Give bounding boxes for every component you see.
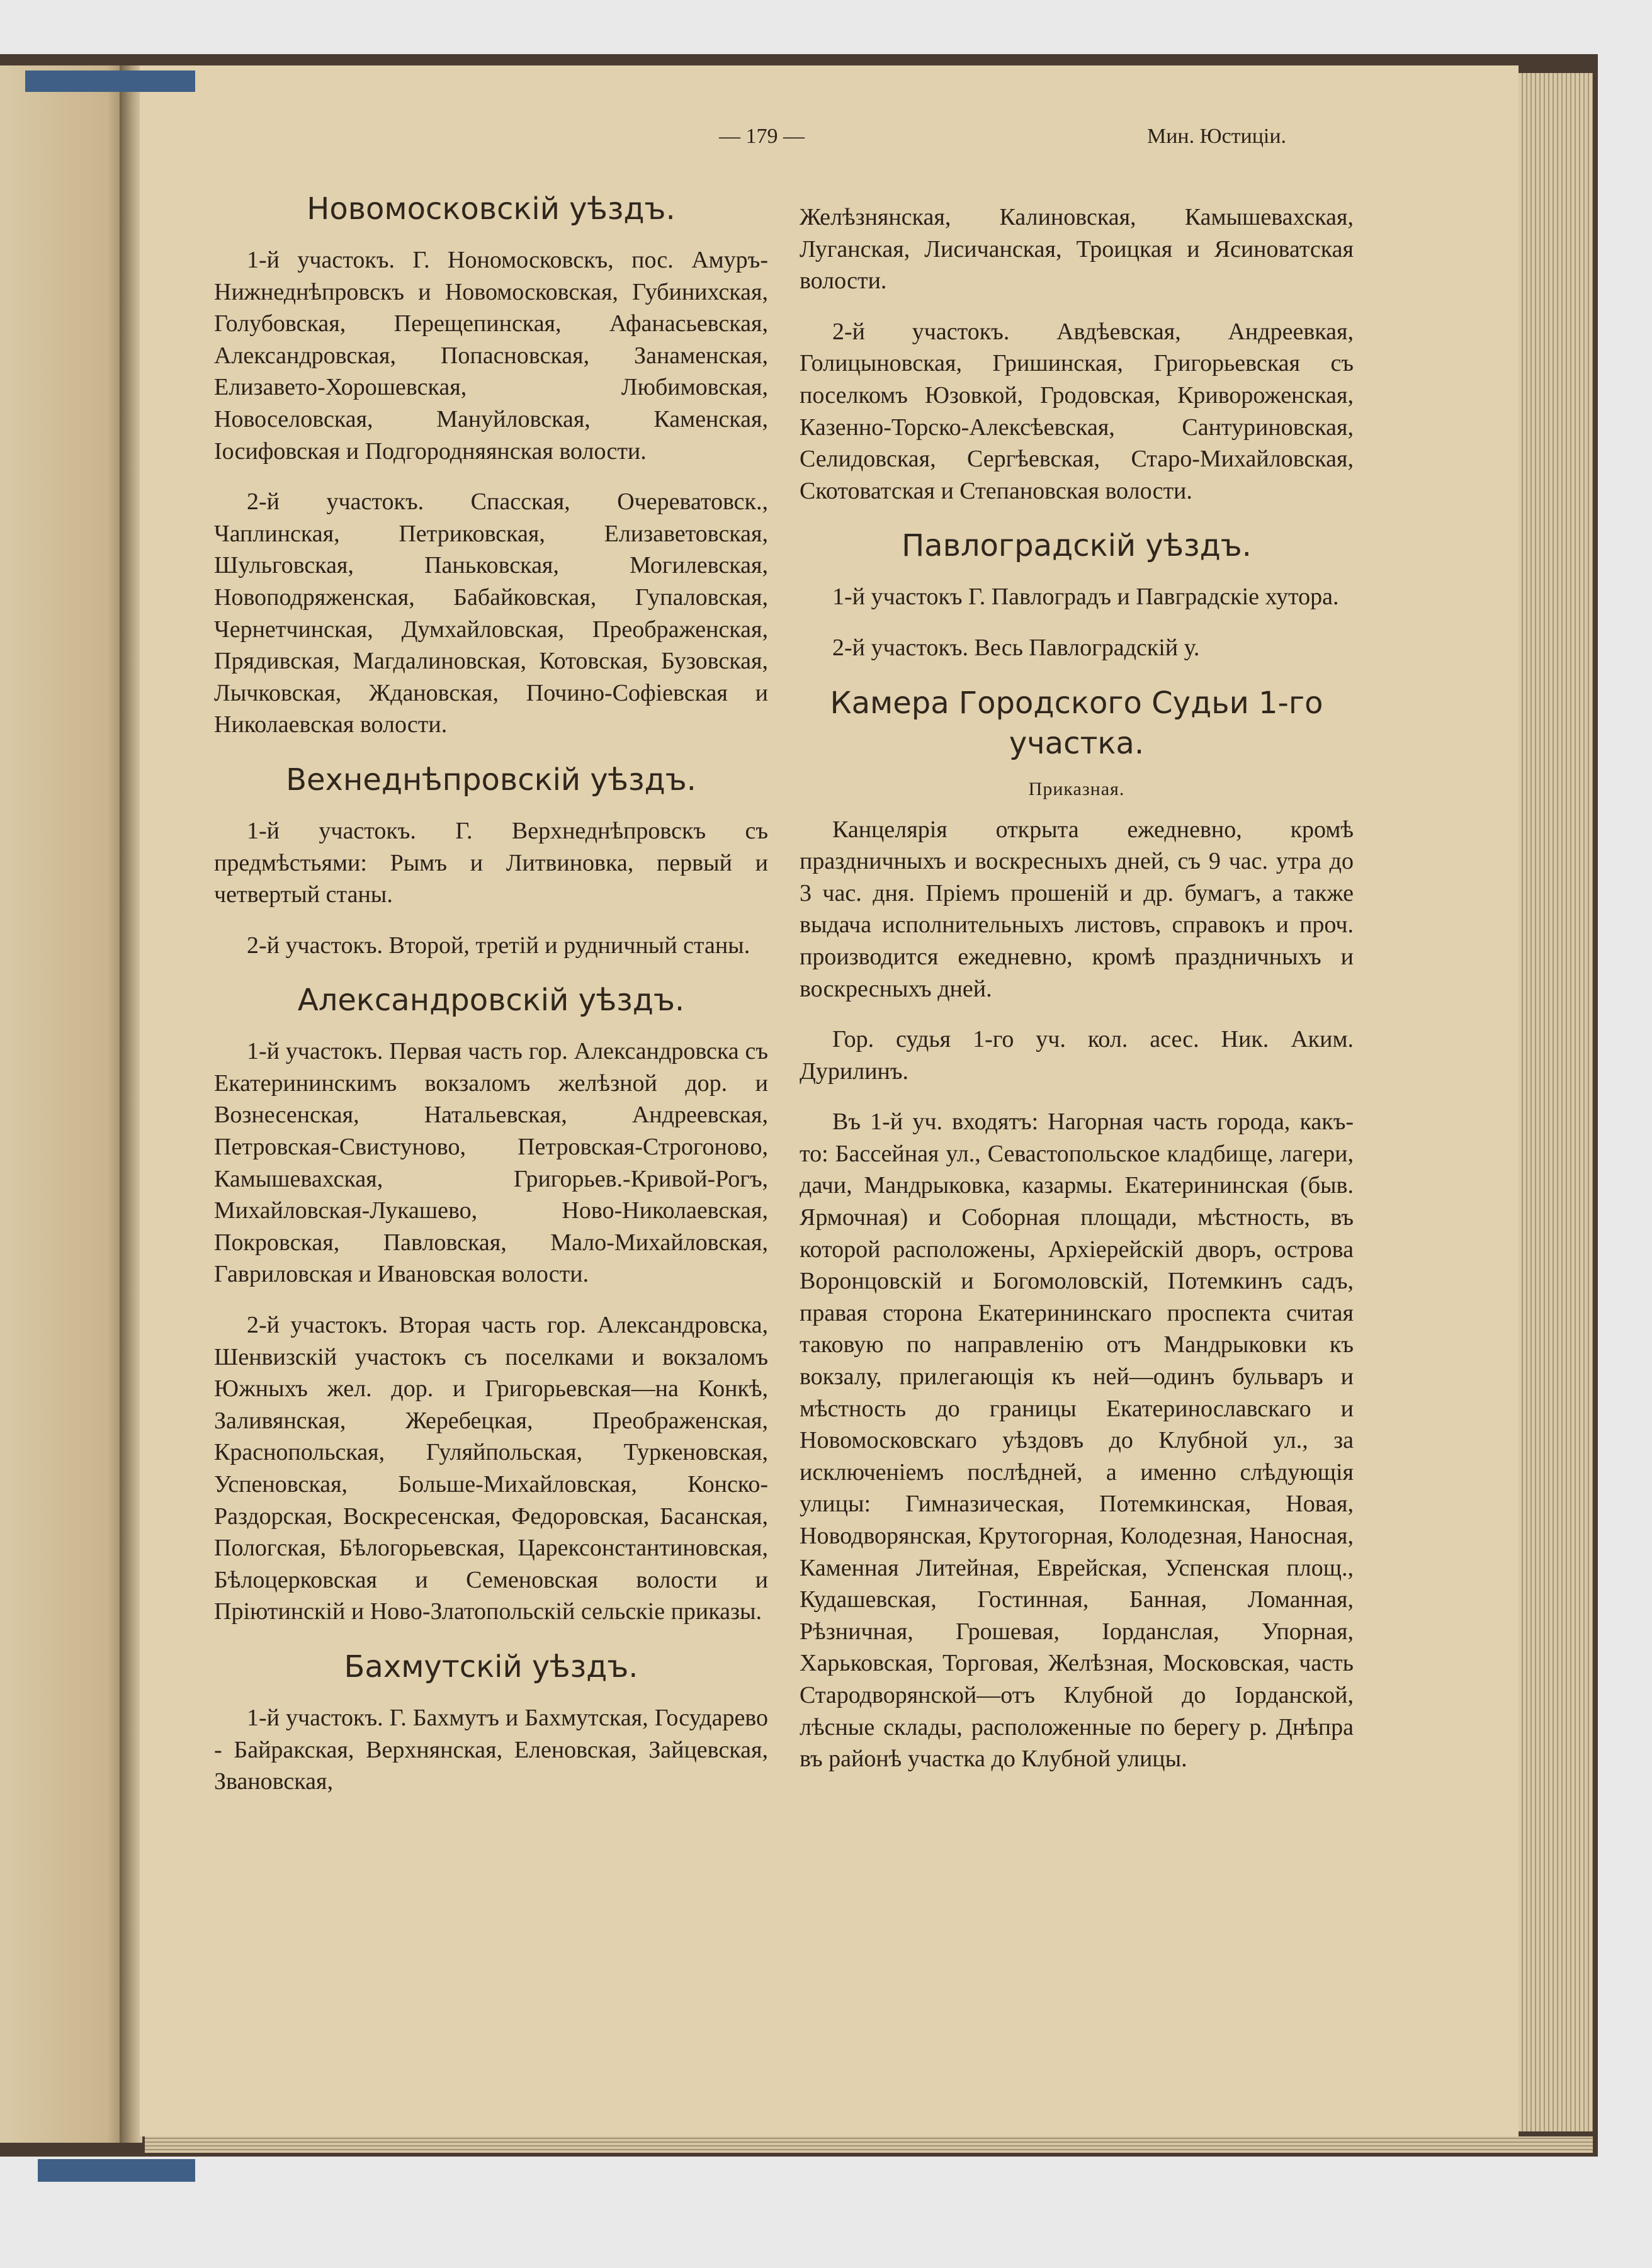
page-number: — 179 — [719,125,805,148]
paragraph: 2-й участокъ. Весь Павлоградскій у. [832,634,1200,661]
right-column [800,201,1354,1794]
bottom-page-edges [145,2136,1593,2153]
ribbon-top [25,71,195,92]
section-heading: Новомосковскій уѣздъ. [307,191,676,227]
paragraph: Канцелярія открыта ежедневно, кромѣ праздничныхъ и воскресныхъ дней, съ 9 час. утра до 3 час. дня. Пріемъ прошеній и др. бумагъ, а также выдача исполнительныхъ листовъ, справокъ и проч. производится ежедневно, кромѣ праздничныхъ и воскресныхъ дней. [800,816,1354,1002]
paragraph: Гор. судья 1-го уч. кол. асес. Ник. Аким. Дурилинъ. [800,1026,1354,1085]
paragraph: 2-й участокъ. Второй, третій и рудничный станы. [247,932,750,959]
paragraph: 2-й участокъ. Спасская, Очереватовск., Чаплинская, Петриковская, Елизаветовская, Шульговская, Паньковская, Могилевская, Новоподряженская, Бабайковская, Гупаловская, Чернетчинская, Думхайловская, Преображенская, Прядивская, Магдалиновская, Котовская, Бузовская, Лычковская, Ждановская, Почино-Софіевская и Николаевская волости. [214,488,768,738]
page-edges [1519,73,1593,2131]
paragraph: 1-й участокъ. Г. Бахмутъ и Бахмутская, Государево - Байракская, Верхнянская, Еленовская, Зайцевская, Звановская, [214,1704,768,1795]
left-page-edge [0,65,126,2143]
left-column [214,189,768,1817]
section-heading: Камера Городского Судьи 1-го участка. [830,685,1323,761]
paragraph: 1-й участокъ. Г. Нономосковскъ, пос. Амуръ-Нижнеднѣпровскъ и Новомосковская, Губинихская, Голубовская, Перещепинская, Афанасьевская, Александровская, Попасновская, Занаменская, Елизавето-Хорошевская, Любимовская, Новоселовская, Мануйловская, Каменская, Іосифовская и Подгородняянская волости. [214,247,768,465]
paragraph: 1-й участокъ. Г. Верхнеднѣпровскъ съ предмѣстьями: Рымъ и Литвиновка, первый и четвертый станы. [214,817,768,908]
paragraph: 2-й участокъ. Вторая часть гор. Александровска, Шенвизскій участокъ съ поселками и вокзаломъ Южныхъ жел. дор. и Григорьевская—на Конкѣ, Заливянская, Жеребецкая, Преображенская, Краснопольская, Гуляйпольская, Туркеновская, Успеновская, Больше-Михайловская, Конско-Раздорская, Воскресенская, Федоровская, Басанская, Пологская, Бѣлогорьевская, Царексонстантиновская, Бѣлоцерковская и Семеновская волости и Пріютинскій и Ново-Златопольскій сельскіе приказы. [214,1312,768,1625]
section-heading: Вехнеднѣпровскій уѣздъ. [286,762,696,798]
paragraph: 1-й участокъ. Первая часть гор. Александровска съ Екатерининскимъ вокзаломъ желѣзной дор. и Вознесенская, Натальевская, Андреевская, Петровская-Свистуново, Петровская-Строгоново, Камышевахская, Григорьев.-Кривой-Рогъ, Михайловская-Лукашево, Ново-Николаевская, Покровская, Павловская, Мало-Михайловская, Гавриловская и Ивановская волости. [214,1038,768,1288]
paragraph: 1-й участокъ Г. Павлоградъ и Павградскіе хутора. [832,584,1339,611]
paragraph: Въ 1-й уч. входятъ: Нагорная часть города, какъ-то: Бассейная ул., Севастопольское кладбище, лагери, дачи, Мандрыковка, казармы. Екатерининская (быв. Ярмочная) и Соборная площади, мѣстность, въ которой расположены, Архіерейскій дворъ, острова Воронцовскій и Богомоловскій, Потемкинъ садъ, правая сторона Екатерининскаго проспекта считая таковую по направленію отъ Мандрыковки къ вокзалу, прилегающія къ ней—одинъ бульваръ и мѣстность до границы Екатеринославскаго и Новомосковскаго уѣздовъ до Клубной ул., за исключеніемъ послѣдней, а именно слѣдующія улицы: Гимназическая, Потемкинская, Новая, Новодворянская, Крутогорная, Колодезная, Наносная, Каменная Литейная, Еврейская, Успенская площ., Кудашевская, Гостинная, Банная, Ломанная, Рѣзничная, Грошевая, Іорданслая, Упорная, Харьковская, Торговая, Желѣзная, Московская, часть Стародворянской—отъ Клубной до Іорданской, лѣсные склады, расположенные по берегу р. Днѣпра въ районѣ участка до Клубной улицы. [800,1109,1354,1773]
section-heading: Павлоградскій уѣздъ. [902,528,1252,564]
section-subheading: Приказная. [1028,778,1125,799]
book-gutter [120,65,142,2143]
section-heading: Александровскій уѣздъ. [297,983,685,1018]
section-heading: Бахмутскій уѣздъ. [344,1649,638,1684]
paragraph: 2-й участокъ. Авдѣевская, Андреевкая, Голицыновская, Гришинская, Григорьевская съ поселкомъ Юзовкой, Гродовская, Кривороженская, Казенно-Торско-Алексѣевская, Сантуриновская, Селидовская, Сергѣевская, Старо-Михайловская, Скотоватская и Степановская волости. [800,318,1354,504]
paragraph: Желѣзнянская, Калиновская, Камышевахская, Луганская, Лисичанская, Троицкая и Ясиноватская волости. [800,204,1354,295]
running-head-ministry: Мин. Юстиціи. [1147,125,1287,148]
ribbon-bottom [38,2159,195,2182]
